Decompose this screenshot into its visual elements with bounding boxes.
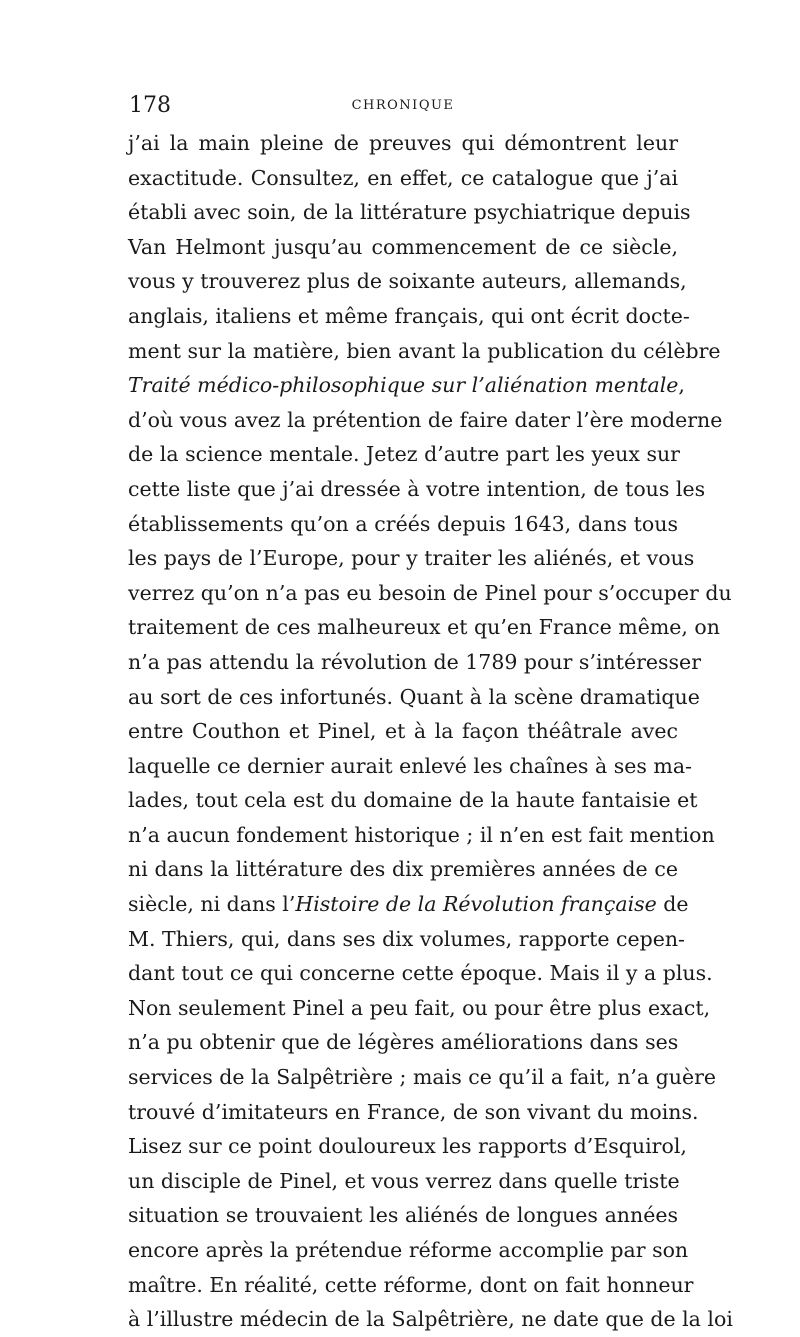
text-line: situation se trouvaient les aliénés de longues années bbox=[128, 1203, 678, 1228]
text-line: services de la Salpêtrière ; mais ce qu’il a fait, n’a guère bbox=[128, 1065, 717, 1090]
punctuation: , bbox=[678, 373, 685, 398]
text-line: anglais, italiens et même français, qui ont écrit docte- bbox=[128, 303, 690, 328]
text-line: entre Couthon et Pinel, et à la façon théâtrale avec bbox=[128, 719, 678, 744]
text-line-with-title bbox=[128, 887, 689, 922]
text-line: au sort de ces infortunés. Quant à la scène dramatique bbox=[128, 684, 700, 709]
text-line: n’a aucun fondement historique ; il n’en est fait mention bbox=[128, 822, 715, 847]
text-line: ni dans la littérature des dix premières années de ce bbox=[128, 857, 678, 882]
text-line: établi avec soin, de la littérature psychiatrique depuis bbox=[128, 200, 691, 225]
text-line-with-title bbox=[128, 368, 685, 403]
text-line: exactitude. Consultez, en effet, ce catalogue que j’ai bbox=[128, 165, 678, 190]
text-line: Lisez sur ce point douloureux les rapports d’Esquirol, bbox=[128, 1134, 687, 1159]
text-line: trouvé d’imitateurs en France, de son vivant du moins. bbox=[128, 1099, 699, 1124]
text-line: j’ai la main pleine de preuves qui démontrent leur bbox=[128, 131, 678, 155]
book-title-italic: Traité médico-philosophique sur l’aliénation mentale bbox=[128, 373, 679, 398]
text-line: n’a pu obtenir que de légères améliorations dans ses bbox=[128, 1030, 679, 1055]
text-line: M. Thiers, qui, dans ses dix volumes, rapporte cepen- bbox=[128, 926, 685, 951]
text-line: encore après la prétendue réforme accomplie par son bbox=[128, 1238, 689, 1262]
text-line: Non seulement Pinel a peu fait, ou pour être plus exact, bbox=[128, 995, 711, 1020]
text-line: Van Helmont jusqu’au commencement de ce siècle, bbox=[128, 234, 678, 259]
page-number: 178 bbox=[129, 93, 171, 118]
text-line: ment sur la matière, bien avant la publication du célèbre bbox=[128, 338, 721, 363]
text-line: n’a pas attendu la révolution de 1789 pour s’intéresser bbox=[128, 649, 701, 674]
book-title-italic: Histoire de la Révolution française bbox=[295, 892, 657, 917]
text-line: vous y trouverez plus de soixante auteurs, allemands, bbox=[128, 269, 687, 294]
text-line: un disciple de Pinel, et vous verrez dans quelle triste bbox=[128, 1168, 680, 1193]
running-head: CHRONIQUE bbox=[351, 98, 455, 113]
text-line: de la science mentale. Jetez d’autre part les yeux sur bbox=[128, 442, 680, 467]
text-line: dant tout ce qui concerne cette époque. Mais il y a plus. bbox=[128, 961, 713, 986]
text-line: traitement de ces malheureux et qu’en France même, on bbox=[128, 615, 720, 640]
page-header bbox=[129, 92, 677, 120]
text-line: établissements qu’on a créés depuis 1643, dans tous bbox=[128, 511, 678, 536]
body-text bbox=[128, 126, 733, 1337]
text-line: verrez qu’on n’a pas eu besoin de Pinel pour s’occuper du bbox=[128, 580, 732, 605]
text-line: laquelle ce dernier aurait enlevé les chaînes à ses ma- bbox=[128, 753, 692, 778]
text-line: lades, tout cela est du domaine de la haute fantaisie et bbox=[128, 788, 698, 813]
text-line: à l’illustre médecin de la Salpêtrière, ne date que de la loi bbox=[128, 1307, 733, 1332]
text-line: les pays de l’Europe, pour y traiter les aliénés, et vous bbox=[128, 546, 695, 571]
text-fragment: siècle, ni dans l’ bbox=[128, 892, 296, 917]
text-fragment: de bbox=[656, 892, 689, 917]
text-line: d’où vous avez la prétention de faire dater l’ère moderne bbox=[128, 407, 723, 432]
text-line: maître. En réalité, cette réforme, dont on fait honneur bbox=[128, 1272, 694, 1297]
text-line: cette liste que j’ai dressée à votre intention, de tous les bbox=[128, 476, 706, 501]
